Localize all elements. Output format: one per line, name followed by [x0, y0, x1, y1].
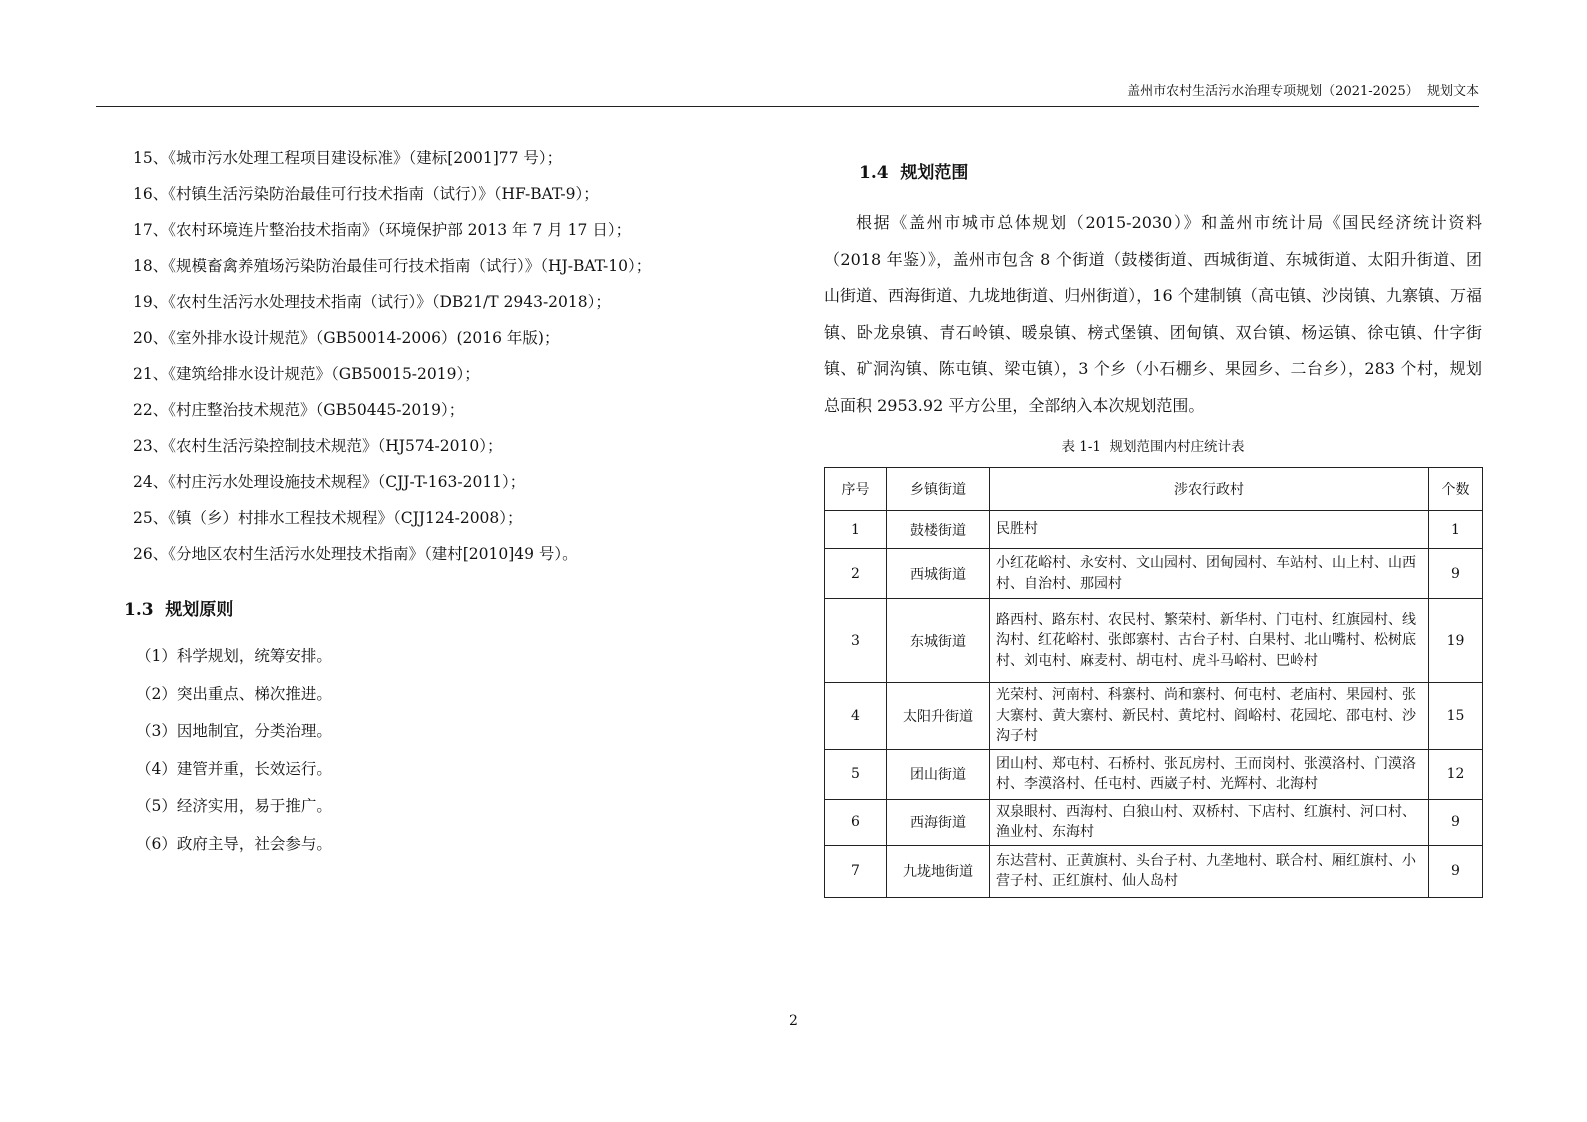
row-count: 1	[1429, 511, 1483, 549]
principle-item: （6）政府主导，社会参与。	[136, 834, 332, 853]
scope-paragraph: 根据《盖州市城市总体规划（2015-2030）》和盖州市统计局《国民经济统计资料（2018 年鉴）》，盖州市包含 8 个街道（鼓楼街道、西城街道、东城街道、太阳升街道、团山街道、西海街道、九垅地街道、归州街道），16 个建制镇（高屯镇、沙岗镇、九寨镇、万福镇、卧龙泉镇、青石岭镇、暖泉镇、榜式堡镇、团甸镇、双台镇、杨运镇、徐屯镇、什字街镇、矿洞沟镇、陈屯镇、梁屯镇），3 个乡（小石棚乡、果园乡、二台乡），283 个村，规划总面积 2953.92 平方公里，全部纳入本次规划范围。	[824, 213, 1482, 415]
row-count: 9	[1429, 799, 1483, 845]
row-count: 15	[1429, 683, 1483, 750]
header-street: 乡镇街道	[887, 468, 990, 511]
reference-item: 26、《分地区农村生活污水处理技术指南》（建村[2010]49 号）。	[133, 545, 578, 563]
table-row	[825, 549, 1483, 599]
principle-item: （4）建管并重，长效运行。	[136, 759, 332, 778]
row-street: 东城街道	[887, 599, 990, 683]
table-row	[825, 749, 1483, 799]
reference-item: 25、《镇（乡）村排水工程技术规程》（CJJ124-2008）；	[133, 509, 523, 527]
row-villages: 团山村、郑屯村、石桥村、张瓦房村、王而岗村、张漠洛村、门漠洛村、李漠洛村、任屯村、西崴子村、光辉村、北海村	[990, 749, 1429, 799]
row-count: 9	[1429, 845, 1483, 897]
page-header	[96, 84, 1479, 107]
row-street: 九垅地街道	[887, 845, 990, 897]
table-row	[825, 683, 1483, 750]
row-villages: 小红花峪村、永安村、文山园村、团甸园村、车站村、山上村、山西村、自治村、那园村	[990, 549, 1429, 599]
row-num: 2	[825, 549, 887, 599]
table-row	[825, 845, 1483, 897]
row-num: 6	[825, 799, 887, 845]
row-num: 5	[825, 749, 887, 799]
reference-item: 17、《农村环境连片整治技术指南》（环境保护部 2013 年 7 月 17 日）；	[133, 221, 632, 239]
header-title: 盖州市农村生活污水治理专项规划（2021-2025） 规划文本	[1127, 84, 1479, 99]
row-num: 7	[825, 845, 887, 897]
page-number: 2	[789, 1013, 798, 1029]
row-num: 4	[825, 683, 887, 750]
row-villages: 民胜村	[990, 511, 1429, 549]
row-villages: 光荣村、河南村、科寨村、尚和寨村、何屯村、老庙村、果园村、张大寨村、黄大寨村、新民村、黄坨村、阎峪村、花园坨、邵屯村、沙沟子村	[990, 683, 1429, 750]
reference-item: 22、《村庄整治技术规范》（GB50445-2019）；	[133, 401, 465, 419]
row-villages: 双泉眼村、西海村、白狼山村、双桥村、下店村、红旗村、河口村、渔业村、东海村	[990, 799, 1429, 845]
header-num: 序号	[825, 468, 887, 511]
row-num: 3	[825, 599, 887, 683]
reference-item: 24、《村庄污水处理设施技术规程》（CJJ-T-163-2011）；	[133, 473, 526, 491]
table-row	[825, 511, 1483, 549]
row-street: 团山街道	[887, 749, 990, 799]
row-street: 太阳升街道	[887, 683, 990, 750]
row-villages: 东达营村、正黄旗村、头台子村、九垄地村、联合村、厢红旗村、小营子村、正红旗村、仙人岛村	[990, 845, 1429, 897]
principle-item: （5）经济实用，易于推广。	[136, 797, 332, 815]
row-count: 19	[1429, 599, 1483, 683]
right-column	[824, 140, 1482, 898]
reference-item: 18、《规模畜禽养殖场污染防治最佳可行技术指南（试行）》（HJ-BAT-10）；	[133, 257, 652, 275]
village-table	[824, 467, 1483, 898]
left-column	[96, 140, 786, 863]
principle-list	[96, 638, 786, 863]
principle-item: （2）突出重点、梯次推进。	[136, 684, 332, 703]
header-count: 个数	[1429, 468, 1483, 511]
table-header-row	[825, 468, 1483, 511]
table-caption: 表 1-1 规划范围内村庄统计表	[1061, 439, 1245, 455]
reference-item: 15、《城市污水处理工程项目建设标准》（建标[2001]77 号）；	[133, 149, 563, 167]
header-villages: 涉农行政村	[990, 468, 1429, 511]
reference-item: 20、《室外排水设计规范》（GB50014-2006）(2016 年版)；	[133, 329, 560, 347]
principle-item: （3）因地制宜，分类治理。	[136, 722, 332, 740]
row-street: 鼓楼街道	[887, 511, 990, 549]
row-num: 1	[825, 511, 887, 549]
row-count: 9	[1429, 549, 1483, 599]
reference-item: 16、《村镇生活污染防治最佳可行技术指南（试行）》（HF-BAT-9）；	[133, 185, 599, 203]
table-row	[825, 799, 1483, 845]
row-street: 西海街道	[887, 799, 990, 845]
row-count: 12	[1429, 749, 1483, 799]
table-row	[825, 599, 1483, 683]
reference-list	[96, 140, 786, 572]
reference-item: 19、《农村生活污水处理技术指南（试行）》（DB21/T 2943-2018）；	[133, 293, 611, 311]
reference-item: 23、《农村生活污染控制技术规范》（HJ574-2010）；	[133, 437, 503, 455]
principle-item: （1）科学规划，统筹安排。	[136, 647, 332, 665]
section-title-1-3: 1.3 规划原则	[124, 600, 234, 620]
row-villages: 路西村、路东村、农民村、繁荣村、新华村、门屯村、红旗园村、线沟村、红花峪村、张郎寨村、古台子村、白果村、北山嘴村、松树底村、刘屯村、麻麦村、胡屯村、虎斗马峪村、巴岭村	[990, 599, 1429, 683]
reference-item: 21、《建筑给排水设计规范》（GB50015-2019）；	[133, 365, 480, 383]
row-street: 西城街道	[887, 549, 990, 599]
section-title-1-4: 1.4 规划范围	[859, 163, 969, 183]
